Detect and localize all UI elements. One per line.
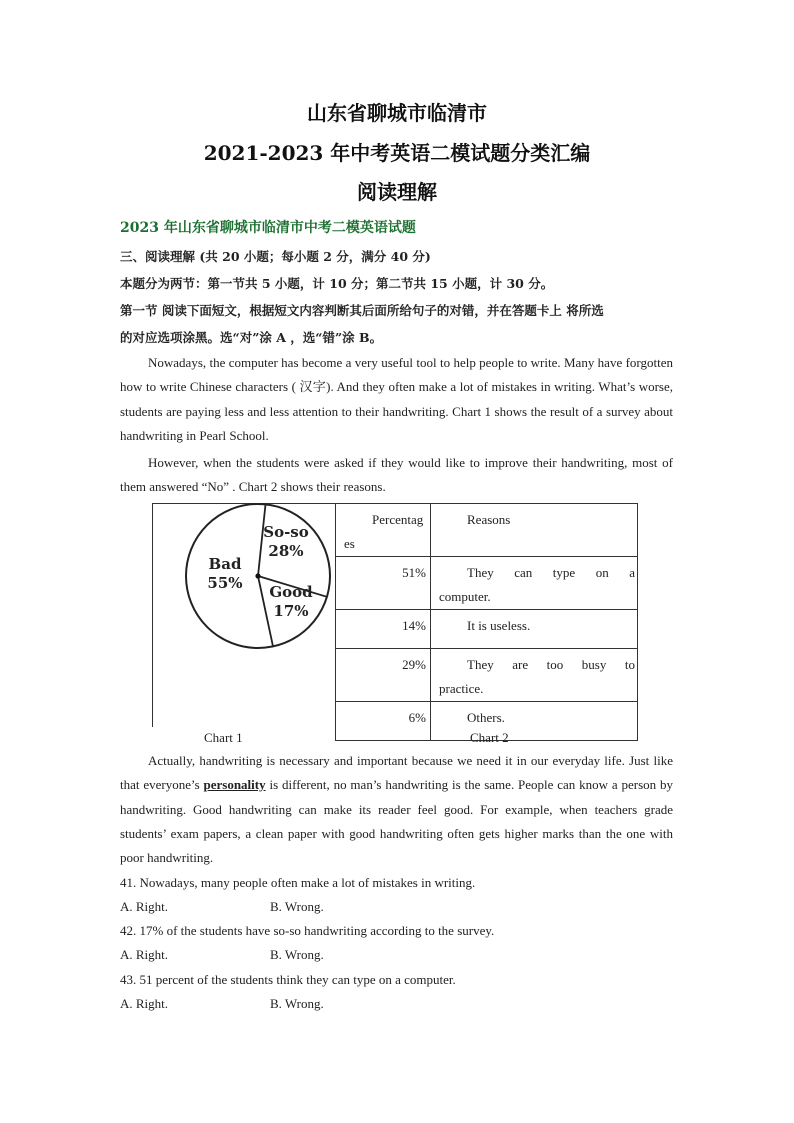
pie-slice-name: Good [269,583,313,601]
chart-2-table [335,503,638,741]
row-4-reason: Others. [467,710,505,725]
pie-slice-value: 17% [273,602,309,620]
table-cell [336,610,431,649]
row-2-percent: 14% [402,618,426,633]
question-42-option-b: B. Wrong. [270,947,324,962]
row-4-percent: 6% [408,710,426,725]
row-1-reason-line1: They can type on a [467,565,635,580]
question-43-option-b: B. Wrong. [270,996,324,1011]
passage-paragraph-1: Nowadays, the computer has become a very useful tool to help people to write. Many have forgotten how to write Chinese characters ( 汉字). And they often make a lot of mistakes in writing. What’s worse, students are paying less and less attention to their handwriting. Chart 1 shows the result of a survey about handwriting in Pearl School. [120,355,673,443]
pie-center-dot [255,573,260,578]
table-row [336,649,638,702]
header-percentages-line1: Percentag [372,512,424,527]
table-cell [431,557,638,610]
question-42-option-a: A. Right. [120,947,169,962]
row-3-reason-line1: They are too busy to [467,657,635,672]
question-41: 41. Nowadays, many people often make a lot of mistakes in writing. [120,875,476,890]
chart-1-pie [183,503,333,653]
keyword-personality: personality [203,777,266,793]
passage-paragraph-3 [120,749,673,870]
instruction-line-1: 第一节 阅读下面短文，根据短文内容判断其后面所给句子的对错，并在答题卡上 将所选 [120,303,604,318]
table-row [336,557,638,610]
row-3-percent: 29% [402,657,426,672]
question-41-option-b: B. Wrong. [270,899,324,914]
table-header-cell [431,504,638,557]
table-header-cell [336,504,431,557]
table-cell [431,610,638,649]
pie-slice-value: 55% [207,574,243,592]
question-43: 43. 51 percent of the students think they can type on a computer. [120,972,456,987]
pie-slice-name: Bad [208,555,242,573]
table-cell [336,649,431,702]
row-3-reason-line2: practice. [439,681,484,696]
table-cell [336,557,431,610]
header-percentages-line2: es [344,536,355,551]
instruction-line-2: 的对应选项涂黑。选“对”涂 A ，选“错”涂 B。 [120,330,383,345]
table-cell [336,702,431,741]
question-42: 42. 17% of the students have so-so handwriting according to the survey. [120,923,495,938]
doc-title-years: 2021-2023 年中考英语二模试题分类汇编 [203,141,591,165]
question-43-option-a: A. Right. [120,996,169,1011]
part-note: 本题分为两节：第一节共 5 小题，计 10 分；第二节共 15 小题，计 30 分。 [120,276,554,291]
pie-slice-name: So-so [263,523,309,541]
question-41-option-a: A. Right. [120,899,169,914]
chart-1-caption: Chart 1 [204,730,243,745]
header-reasons: Reasons [467,512,511,527]
table-header-row [336,504,638,557]
table-row [336,610,638,649]
doc-title-region: 山东省聊城市临清市 [307,101,487,125]
row-1-reason-line2: computer. [439,589,491,604]
row-2-reason: It is useless. [467,618,531,633]
paragraph-3-text-before: Actually, handwriting is necessary and important because we need it in our everyday life. Just like that everyone’s [120,753,673,793]
part-heading: 三、阅读理解 (共 20 小题；每小题 2 分，满分 40 分) [120,249,431,264]
table-cell [431,649,638,702]
table-cell [431,702,638,741]
row-1-percent: 51% [402,565,426,580]
exam-title: 2023 年山东省聊城市临清市中考二模英语试题 [120,220,416,236]
chart-2-caption: Chart 2 [470,730,509,745]
paragraph-3-text-after: is different, no man’s handwriting is the same. People can know a person by handwriting. Good handwriting can make its reader feel good. For example, when teachers grade students’ exam papers, a clean paper with good handwriting often gets higher marks than the one with poor handwriting. [120,777,673,866]
chart-frame-left [152,503,153,727]
pie-slice-value: 28% [268,542,304,560]
doc-title-topic: 阅读理解 [357,180,437,204]
passage-paragraph-2: However, when the students were asked if they would like to improve their handwriting, most of them answered “No” . Chart 2 shows their reasons. [120,455,673,495]
